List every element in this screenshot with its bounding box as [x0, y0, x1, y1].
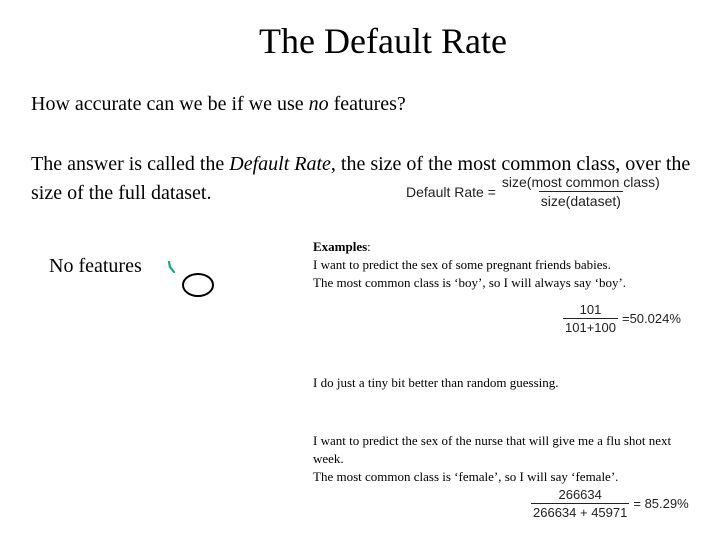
teal-stroke-icon — [169, 262, 174, 272]
example-1-numerator: 101 — [579, 302, 602, 317]
answer-part-2: , the size of the most common class, over the size of the full dataset. — [31, 153, 691, 204]
formula-lhs: Default Rate = — [406, 183, 496, 200]
examples-heading: Examples: — [313, 239, 371, 254]
example-2-line-1: I want to predict the sex of the nurse that will give me a flu shot next week. — [313, 433, 672, 466]
example-1-formula — [563, 302, 681, 335]
question-emphasis: no — [308, 93, 329, 115]
formula-denominator: size(dataset) — [540, 193, 621, 209]
example-2-numerator: 266634 — [558, 487, 602, 502]
example-1 — [313, 238, 713, 292]
tiny-better-text: I do just a tiny bit better than random guessing. — [313, 375, 559, 390]
no-features-label: No features — [49, 255, 142, 277]
answer-part-1: The answer is called the — [31, 153, 230, 175]
example-2-result: = 85.29% — [633, 496, 689, 511]
answer-emphasis: Default Rate — [229, 153, 331, 175]
example-1-line-1: I want to predict the sex of some pregnant friends babies. — [313, 257, 611, 272]
question-part-1: How accurate can we be if we use — [31, 93, 309, 115]
formula-numerator: size(most common class) — [501, 174, 660, 190]
example-2 — [313, 432, 703, 486]
example-1-result: =50.024% — [621, 311, 681, 326]
example-2-denominator: 266634 + 45971 — [533, 505, 628, 520]
example-2-line-2: The most common class is ‘female’, so I will say ‘female’. — [313, 469, 619, 484]
question-text — [31, 91, 406, 117]
example-1-line-2: The most common class is ‘boy’, so I will always say ‘boy’. — [313, 275, 627, 290]
formula-fraction — [500, 174, 662, 209]
default-rate-formula — [406, 174, 662, 209]
empty-oval-icon — [183, 274, 213, 296]
slide-title: The Default Rate — [259, 21, 507, 61]
example-2-fraction — [531, 487, 629, 520]
example-2-formula — [531, 487, 689, 520]
example-1-fraction — [563, 302, 618, 335]
no-features-marks — [166, 260, 226, 300]
example-1-denominator: 101+100 — [565, 320, 616, 335]
question-part-2: features? — [328, 93, 406, 115]
